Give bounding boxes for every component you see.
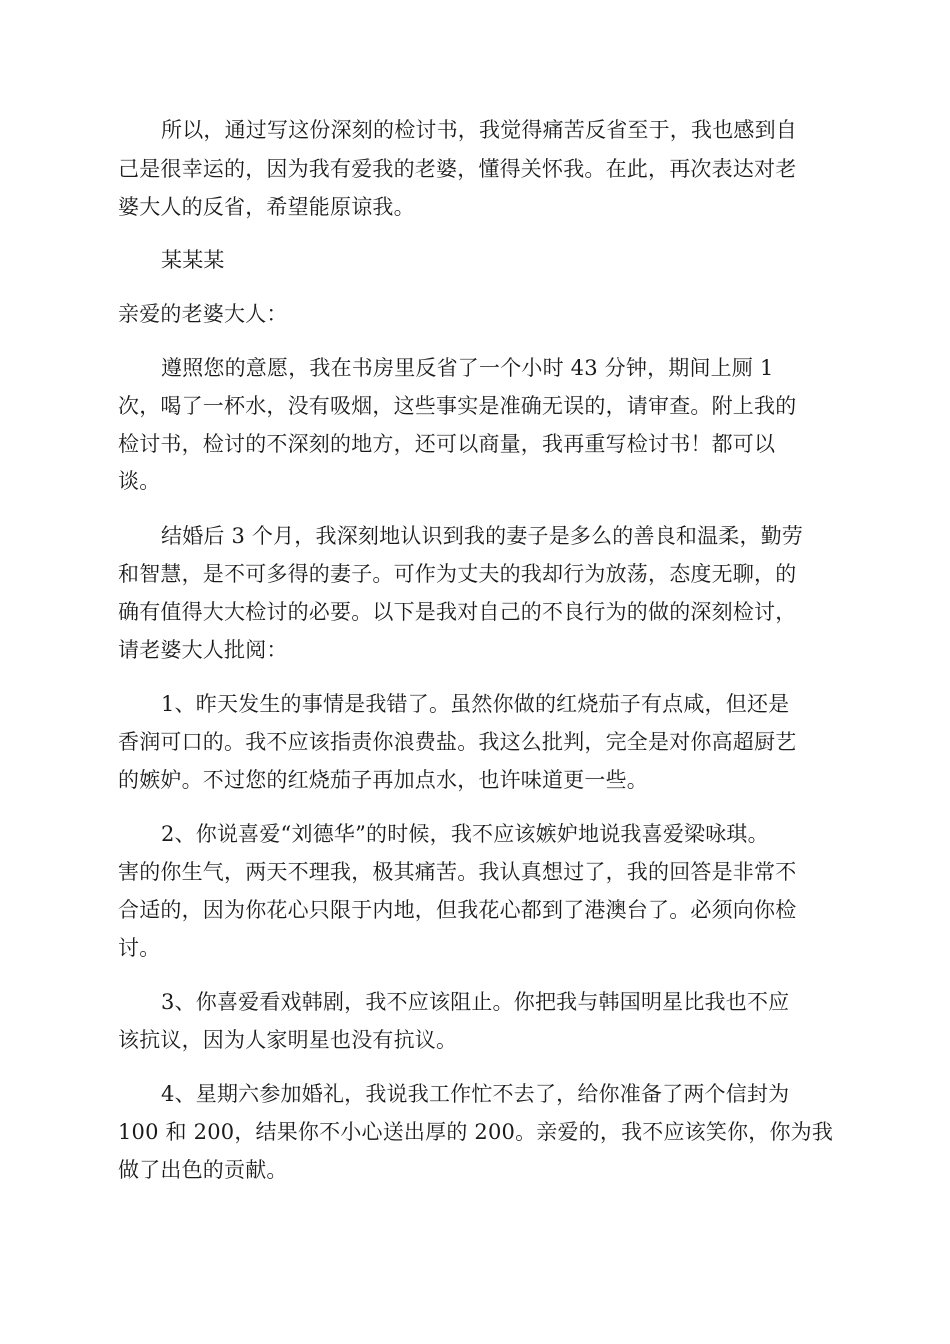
text-line: 香润可口的。我不应该指责你浪费盐。我这么批判，完全是对你高超厨艺 — [118, 730, 797, 754]
list-item-line: 4、星期六参加婚礼，我说我工作忙不去了，给你准备了两个信封为 — [161, 1082, 790, 1106]
text-line: 所以，通过写这份深刻的检讨书，我觉得痛苦反省至于，我也感到自 — [161, 118, 797, 142]
text-line: 己是很幸运的，因为我有爱我的老婆，懂得关怀我。在此，再次表达对老 — [118, 157, 797, 181]
text-line: 做了出色的贡献。 — [118, 1158, 288, 1182]
text-line: 的嫉妒。不过您的红烧茄子再加点水，也许味道更一些。 — [118, 768, 648, 792]
text-line: 100 和 200，结果你不小心送出厚的 200。亲爱的，我不应该笑你，你为我 — [118, 1120, 834, 1144]
text-line: 结婚后 3 个月，我深刻地认识到我的妻子是多么的善良和温柔，勤劳 — [161, 524, 804, 548]
text-line: 讨。 — [118, 936, 161, 960]
text-line: 遵照您的意愿，我在书房里反省了一个小时 43 分钟，期间上厕 1 — [161, 356, 774, 380]
text-line: 请老婆大人批阅： — [118, 638, 288, 662]
text-line: 该抗议，因为人家明星也没有抗议。 — [118, 1028, 458, 1052]
text-line: 和智慧，是不可多得的妻子。可作为丈夫的我却行为放荡，态度无聊，的 — [118, 562, 797, 586]
text-line: 检讨书，检讨的不深刻的地方，还可以商量，我再重写检讨书！都可以 — [118, 432, 776, 456]
text-line: 谈。 — [118, 469, 161, 493]
list-item-line: 1、昨天发生的事情是我错了。虽然你做的红烧茄子有点咸，但还是 — [161, 692, 790, 716]
salutation-line: 亲爱的老婆大人： — [118, 302, 288, 326]
text-line: 婆大人的反省，希望能原谅我。 — [118, 195, 415, 219]
text-line: 次，喝了一杯水，没有吸烟，这些事实是准确无误的，请审查。附上我的 — [118, 394, 797, 418]
text-line: 合适的，因为你花心只限于内地，但我花心都到了港澳台了。必须向你检 — [118, 898, 797, 922]
signature-line: 某某某 — [161, 248, 225, 272]
text-line: 确有值得大大检讨的必要。以下是我对自己的不良行为的做的深刻检讨， — [118, 600, 797, 624]
text-line: 害的你生气，两天不理我，极其痛苦。我认真想过了，我的回答是非常不 — [118, 860, 797, 884]
list-item-line: 3、你喜爱看戏韩剧，我不应该阻止。你把我与韩国明星比我也不应 — [161, 990, 790, 1014]
list-item-line: 2、你说喜爱“刘德华”的时候，我不应该嫉妒地说我喜爱梁咏琪。 — [161, 822, 769, 846]
